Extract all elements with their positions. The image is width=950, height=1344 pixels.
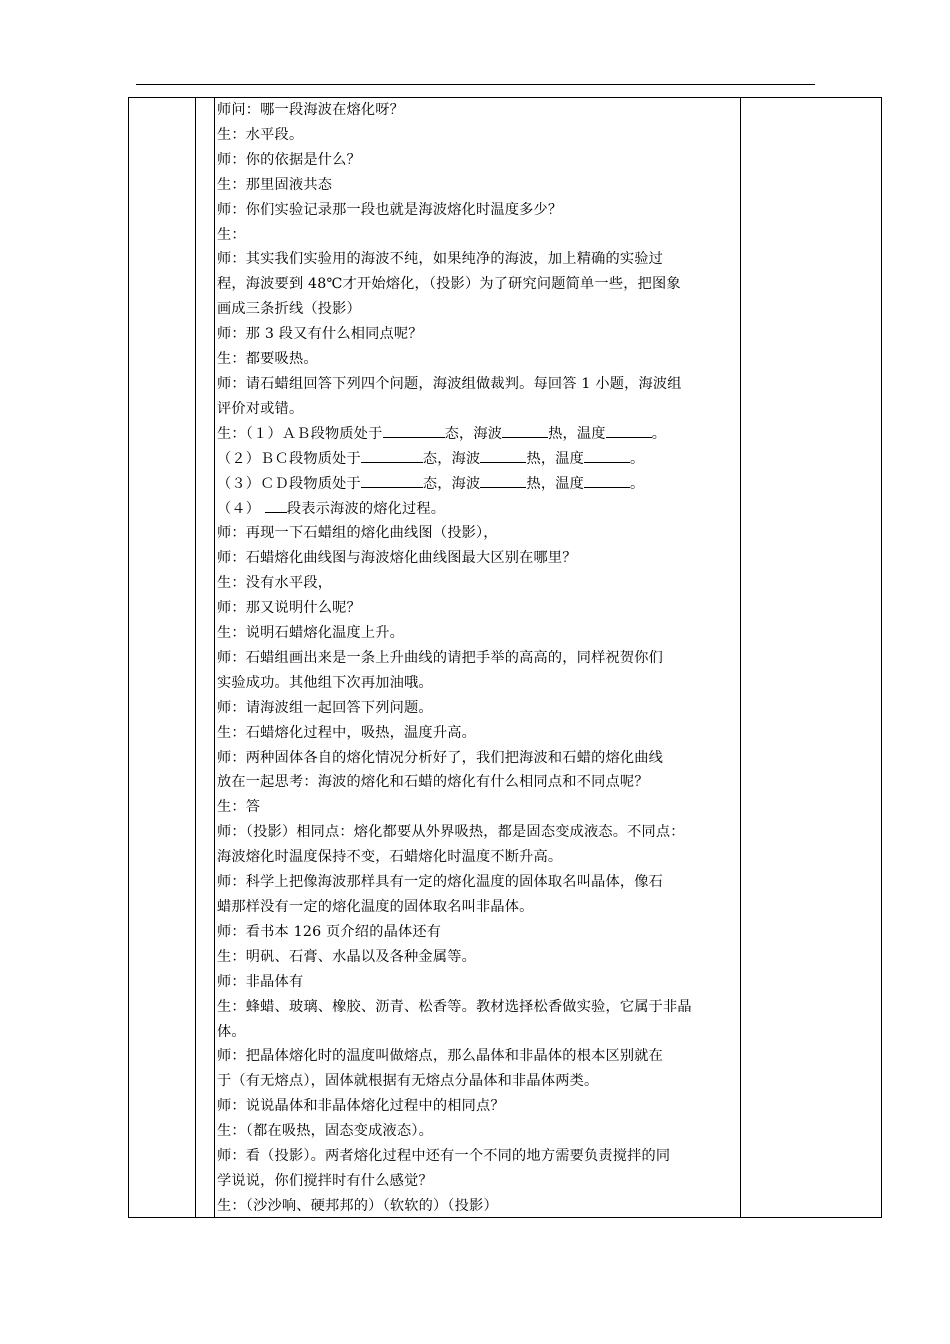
answer-blank (361, 473, 423, 488)
dialogue-line: 于（有无熔点），固体就根据有无熔点分晶体和非晶体两类。 (217, 1073, 599, 1090)
dialogue-line: 师：说说晶体和非晶体熔化过程中的相同点？ (217, 1098, 505, 1115)
dialogue-line: 师：那又说明什么呢？ (217, 600, 361, 617)
dialogue-line: 师：把晶体熔化时的温度叫做熔点，那么晶体和非晶体的根本区别就在 (217, 1048, 664, 1065)
dialogue-line: 师：石蜡组画出来是一条上升曲线的请把手举的高高的，同样祝贺你们 (217, 649, 664, 666)
header-rule (136, 84, 815, 85)
dialogue-line: 生：没有水平段， (217, 575, 333, 592)
column-divider (214, 98, 215, 1217)
dialogue-line: 师：请石蜡组回答下列四个问题，海波组做裁判。每回答 1 小题，海波组 (217, 375, 682, 392)
dialogue-line: 师：其实我们实验用的海波不纯，如果纯净的海波，加上精确的实验过 (217, 251, 664, 268)
dialogue-line: 师问：哪一段海波在熔化呀？ (217, 102, 405, 118)
quiz-question-4: （４） 段表示海波的熔化过程。 (217, 497, 737, 522)
answer-blank (265, 498, 287, 513)
dialogue-line: 蜡那样没有一定的熔化温度的固体取名叫非晶体。 (217, 899, 534, 915)
dialogue-line: 师：两种固体各自的熔化情况分析好了，我们把海波和石蜡的熔化曲线 (217, 749, 664, 766)
quiz-question-1: 生：（１）ＡＢ段物质处于 态，海波 热，温度 。 (217, 422, 737, 447)
dialogue-line: 师：请海波组一起回答下列问题。 (217, 699, 433, 716)
dialogue-line: 生：水平段。 (217, 126, 304, 143)
dialogue-line: 师：那 3 段又有什么相同点呢？ (217, 326, 423, 343)
dialogue-line: 师：看（投影）。两者熔化过程中还有一个不同的地方需要负责搅拌的同 (217, 1148, 671, 1165)
column-divider (740, 98, 741, 1217)
dialogue-line: 生：明矾、石膏、水晶以及各种金属等。 (217, 948, 476, 965)
dialogue-line: 生：答 (217, 799, 261, 816)
dialogue-line: 实验成功。其他组下次再加油哦。 (217, 674, 433, 691)
quiz-question-2: （２）ＢＣ段物质处于 态，海波 热，温度 。 (217, 447, 737, 472)
dialogue-line: 生：蜂蜡、玻璃、橡胶、沥青、松香等。教材选择松香做实验，它属于非晶 (217, 998, 692, 1015)
quiz-question-3: （３）ＣＤ段物质处于 态，海波 热，温度 。 (217, 472, 737, 497)
answer-blank (480, 448, 526, 463)
answer-blank (502, 423, 548, 438)
dialogue-line: 生：（沙沙响、硬邦邦的）（软软的）（投影） (217, 1197, 498, 1214)
answer-blank (383, 423, 445, 438)
dialogue-line: 海波熔化时温度保持不变，石蜡熔化时温度不断升高。 (217, 849, 563, 866)
answer-blank (584, 448, 630, 463)
answer-blank (606, 423, 652, 438)
dialogue-line: 学说说，你们搅拌时有什么感觉？ (217, 1172, 433, 1189)
dialogue-line: 生：都要吸热。 (217, 351, 318, 368)
dialogue-line: 师：石蜡熔化曲线图与海波熔化曲线图最大区别在哪里？ (217, 550, 577, 567)
dialogue-line: 程，海波要到 48℃才开始熔化，（投影）为了研究问题简单一些，把图象 (217, 276, 681, 293)
lesson-dialogue (217, 98, 737, 1219)
dialogue-line: 生：（都在吸热，固态变成液态）。 (217, 1123, 434, 1140)
dialogue-line: 师：你们实验记录那一段也就是海波熔化时温度多少？ (217, 201, 563, 218)
answer-blank (584, 473, 630, 488)
dialogue-line: 师：看书本 126 页介绍的晶体还有 (217, 923, 442, 940)
dialogue-line: 评价对或错。 (217, 400, 304, 417)
dialogue-line: 师：再现一下石蜡组的熔化曲线图（投影）， (217, 525, 498, 542)
dialogue-line: 放在一起思考：海波的熔化和石蜡的熔化有什么相同点和不同点呢？ (217, 774, 649, 791)
dialogue-line: 师：你的依据是什么？ (217, 151, 361, 168)
dialogue-line: 师：（投影）相同点：熔化都要从外界吸热，都是固态变成液态。不同点： (217, 824, 685, 841)
dialogue-line: 生：石蜡熔化过程中，吸热，温度升高。 (217, 724, 476, 741)
answer-blank (480, 473, 526, 488)
dialogue-line: 师：非晶体有 (217, 973, 304, 990)
dialogue-line: 画成三条折线（投影） (217, 301, 361, 318)
column-divider (195, 98, 196, 1217)
answer-blank (361, 448, 423, 463)
dialogue-line: 师：科学上把像海波那样具有一定的熔化温度的固体取名叫晶体，像石 (217, 874, 664, 891)
dialogue-line: 生： (217, 226, 246, 243)
dialogue-line: 生：说明石蜡熔化温度上升。 (217, 625, 405, 642)
dialogue-line: 生：那里固液共态 (217, 176, 333, 193)
dialogue-line: 体。 (217, 1023, 246, 1040)
